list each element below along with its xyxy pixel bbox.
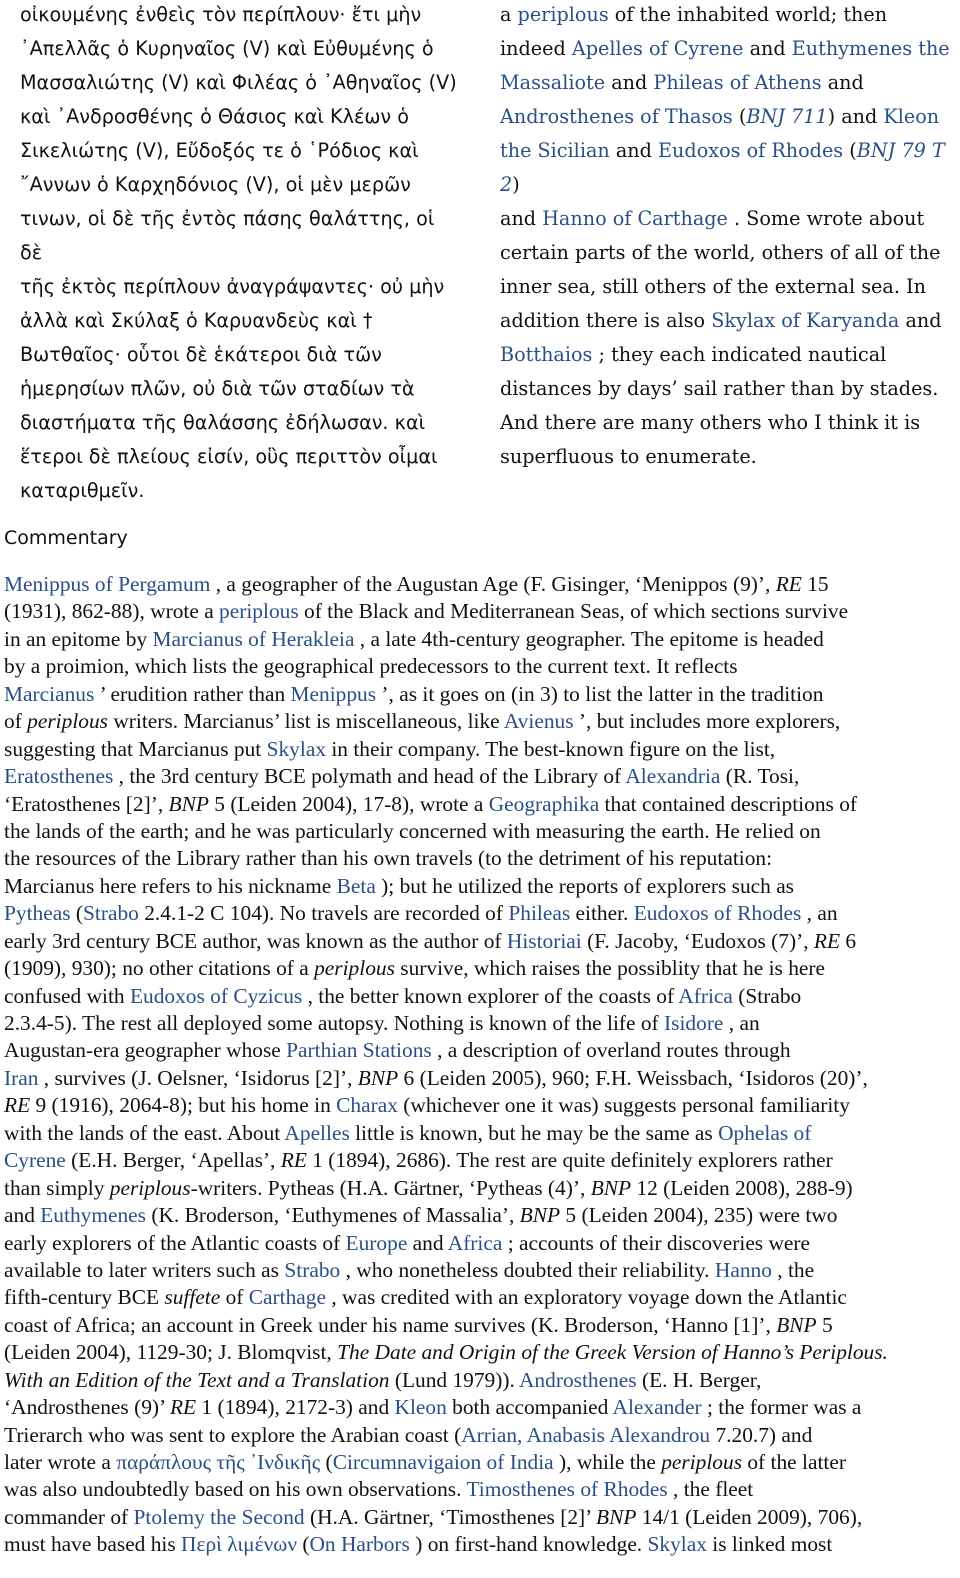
text: ( bbox=[297, 1532, 310, 1557]
link-parthian-stations[interactable]: Parthian Stations bbox=[286, 1038, 432, 1063]
commentary-line bbox=[4, 598, 956, 625]
text: and bbox=[407, 1230, 448, 1255]
italic-text: BNP bbox=[590, 1175, 632, 1200]
text: Marcianus here refers to his nickname bbox=[4, 873, 337, 898]
text: (Lund 1979)). bbox=[389, 1367, 519, 1392]
text: survive, which raises the possiblity that he is here bbox=[394, 956, 826, 981]
text: confused with bbox=[4, 983, 130, 1008]
text: of the inhabited world; then bbox=[608, 3, 888, 26]
text: ); but he utilized the reports of explorers such as bbox=[375, 873, 795, 898]
translation-line: inner sea, still others of the external sea. In bbox=[500, 275, 926, 298]
citation: BNJ 711 bbox=[746, 105, 828, 128]
text: 12 (Leiden 2008), 288-9) bbox=[631, 1175, 853, 1200]
text: ( bbox=[732, 105, 747, 128]
text: , was credited with an exploratory voyage down the Atlantic bbox=[325, 1285, 847, 1310]
text: and bbox=[4, 1203, 41, 1228]
commentary-line bbox=[4, 1422, 956, 1449]
italic-text: RE bbox=[280, 1148, 307, 1173]
translation-line: certain parts of the world, others of all of the bbox=[500, 241, 941, 264]
text: , the better known explorer of the coasts of bbox=[302, 983, 679, 1008]
text: is linked most bbox=[706, 1532, 833, 1557]
text: Augustan-era geographer whose bbox=[4, 1038, 287, 1063]
text: of the latter bbox=[742, 1450, 846, 1474]
commentary-line: by a proimion, which lists the geographical predecessors to the current text. It reflects bbox=[4, 654, 738, 679]
commentary-body bbox=[4, 571, 956, 1559]
text: suggesting that Marcianus put bbox=[4, 736, 267, 761]
link-apelles-of-cyrene[interactable]: Apelles of Cyrene bbox=[571, 37, 744, 60]
commentary-line bbox=[4, 1175, 956, 1202]
commentary-line bbox=[4, 1531, 956, 1558]
italic-text: RE bbox=[813, 928, 841, 953]
greek-line: καὶ ᾿Ανδροσθένης ὁ Θάσιος καὶ Κλέων ὁ bbox=[20, 105, 409, 128]
link-kleon[interactable]: Kleon bbox=[883, 105, 940, 128]
link-marcianus[interactable]: Marcianus bbox=[4, 681, 95, 706]
translation-line: And there are many others who I think it is bbox=[500, 411, 921, 434]
commentary-line bbox=[4, 1147, 956, 1174]
link-skylax-of-karyanda[interactable]: Skylax of Karyanda bbox=[711, 309, 900, 332]
link-ptolemy-the-second[interactable]: Ptolemy the Second bbox=[133, 1504, 305, 1529]
translation-line bbox=[500, 338, 955, 372]
link-periplous[interactable]: periplous bbox=[517, 3, 609, 26]
link-beta[interactable]: Beta bbox=[336, 873, 376, 898]
text: , the fleet bbox=[667, 1477, 754, 1502]
text: early 3rd century BCE author, was known as the author of bbox=[4, 928, 507, 953]
commentary-line bbox=[4, 1065, 956, 1092]
italic-text: suffete bbox=[164, 1285, 221, 1310]
commentary-line bbox=[4, 736, 956, 763]
text: available to later writers such as bbox=[4, 1257, 285, 1282]
link-menippus[interactable]: Menippus bbox=[290, 681, 377, 706]
commentary-line bbox=[4, 1284, 956, 1311]
text: of the Black and Mediterranean Seas, of which sections survive bbox=[298, 599, 849, 624]
text: (H.A. Gärtner, ‘Timosthenes [2]’ bbox=[304, 1504, 597, 1529]
link-ophelas-of-cyrene[interactable]: Ophelas of bbox=[718, 1120, 812, 1145]
text: commander of bbox=[4, 1504, 134, 1529]
text: ) bbox=[512, 173, 520, 196]
text: ; they each indicated nautical bbox=[592, 343, 887, 366]
link-euthymenes[interactable]: Euthymenes the bbox=[791, 37, 950, 60]
english-translation bbox=[500, 0, 955, 474]
greek-line: ᾿Απελλᾶς ὁ Κυρηναῖος (V) καὶ Εὐθυμένης ὁ bbox=[20, 37, 434, 60]
link-iran[interactable]: Iran bbox=[4, 1065, 39, 1090]
text: and bbox=[821, 71, 864, 94]
text: ( bbox=[70, 901, 84, 926]
text: was also undoubtedly based on his own observations. bbox=[4, 1477, 467, 1502]
text: , survives (J. Oelsner, ‘Isidorus [2]’, bbox=[38, 1065, 358, 1090]
italic-text: BNP bbox=[357, 1065, 399, 1090]
translation-line bbox=[500, 0, 955, 32]
commentary-line bbox=[4, 873, 956, 900]
link-isidore[interactable]: Isidore bbox=[664, 1011, 724, 1035]
greek-text bbox=[20, 0, 460, 508]
link-africa[interactable]: Africa bbox=[678, 983, 733, 1008]
link-alexandria[interactable]: Alexandria bbox=[625, 764, 721, 789]
text: ( bbox=[843, 139, 857, 162]
link-circumnavigation-of-india[interactable]: Circumnavigaion of India bbox=[332, 1450, 554, 1474]
link-menippus-of-pergamum[interactable]: Menippus of Pergamum bbox=[4, 572, 211, 596]
text: and bbox=[743, 37, 792, 60]
greek-line: ῎Αννων ὁ Καρχηδόνιος (V), οἱ μὲν μερῶν bbox=[20, 173, 411, 196]
commentary-line: the resources of the Library rather than his own travels (to the detriment of his reputation: bbox=[4, 846, 773, 871]
text: 1 (1894), 2686). The rest are quite definitely explorers rather bbox=[306, 1148, 833, 1173]
text: 7.20.7) and bbox=[710, 1422, 813, 1447]
link-peri-limenon[interactable]: Περὶ λιμένων bbox=[181, 1532, 297, 1557]
link-apelles[interactable]: Apelles bbox=[284, 1120, 350, 1145]
text: in their company. The best-known figure on the list, bbox=[326, 736, 776, 761]
text: ( bbox=[320, 1450, 333, 1474]
commentary-line bbox=[4, 1339, 956, 1366]
text: , an bbox=[723, 1011, 760, 1035]
italic-text: periplous bbox=[109, 1175, 191, 1200]
text: (Leiden 2004), 1129-30; J. Blomqvist, bbox=[4, 1340, 338, 1365]
link-eudoxos-of-rhodes[interactable]: Eudoxos of Rhodes bbox=[658, 139, 844, 162]
text: (1931), 862-88), wrote a bbox=[4, 599, 220, 624]
text: 9 (1916), 2064-8); but his home in bbox=[30, 1093, 337, 1118]
link-periplous[interactable]: periplous bbox=[219, 599, 299, 624]
italic-text: BNP bbox=[519, 1203, 561, 1228]
translation-line bbox=[500, 32, 955, 66]
text: must have based his bbox=[4, 1532, 182, 1557]
text: Trierarch who was sent to explore the Arabian coast ( bbox=[4, 1422, 462, 1447]
text: and bbox=[500, 207, 543, 230]
commentary-line bbox=[4, 1367, 956, 1394]
link-euthymenes[interactable]: Euthymenes bbox=[40, 1203, 146, 1228]
italic-text: RE bbox=[169, 1395, 197, 1420]
link-historiai[interactable]: Historiai bbox=[506, 928, 582, 953]
greek-line: οἰκουμένης ἐνθεὶς τὸν περίπλουν· ἔτι μὴν bbox=[20, 3, 422, 26]
link-botthaios[interactable]: Botthaios bbox=[500, 343, 593, 366]
link-europe[interactable]: Europe bbox=[345, 1230, 408, 1255]
text: with the lands of the east. About bbox=[4, 1120, 285, 1145]
link-bnj-711[interactable] bbox=[746, 105, 827, 128]
translation-line bbox=[500, 202, 955, 236]
italic-text: RE bbox=[4, 1093, 31, 1118]
text: ‘Androsthenes (9)’ bbox=[4, 1395, 170, 1420]
greek-line: διαστήματα τῆς θαλάσσης ἐδήλωσαν. καὶ bbox=[20, 411, 426, 434]
text: ’, but includes more explorers, bbox=[573, 709, 841, 734]
link-strabo[interactable]: Strabo bbox=[83, 901, 139, 926]
greek-line: καταριθμεῖν. bbox=[20, 479, 145, 502]
link-cyrene[interactable]: Cyrene bbox=[4, 1148, 66, 1173]
translation-line: distances by days’ sail rather than by stades. bbox=[500, 377, 939, 400]
text: 2.3.4-5). The rest all deployed some autopsy. Nothing is known of the life of bbox=[4, 1011, 665, 1035]
commentary-line bbox=[4, 626, 956, 653]
translation-line: superfluous to enumerate. bbox=[500, 445, 757, 468]
link-paraplous-indikes[interactable]: παράπλους τῆς ᾿Ινδικῆς bbox=[116, 1450, 321, 1474]
greek-line: Βωτθαῖος· οὗτοι δὲ ἑκάτεροι διὰ τῶν bbox=[20, 343, 382, 366]
commentary-line bbox=[4, 791, 956, 818]
text: ; the former was a bbox=[701, 1395, 862, 1420]
text: (K. Broderson, ‘Euthymenes of Massalia’, bbox=[145, 1203, 520, 1228]
commentary-line bbox=[4, 1010, 956, 1037]
text: 15 bbox=[801, 572, 829, 596]
text: little is known, but he may be the same as bbox=[349, 1120, 719, 1145]
link-on-harbors[interactable]: On Harbors bbox=[309, 1532, 410, 1557]
text: ) and bbox=[827, 105, 884, 128]
link-charax[interactable]: Charax bbox=[336, 1093, 398, 1118]
commentary-line bbox=[4, 1037, 956, 1064]
text: , who nonetheless doubted their reliability. bbox=[340, 1257, 715, 1282]
commentary-line bbox=[4, 1092, 956, 1119]
link-androsthenes-of-thasos[interactable]: Androsthenes of Thasos bbox=[500, 105, 733, 128]
commentary-line bbox=[4, 1394, 956, 1421]
commentary-line bbox=[4, 955, 956, 982]
italic-text: periplous bbox=[661, 1450, 743, 1474]
commentary-line bbox=[4, 763, 956, 790]
commentary-line bbox=[4, 1476, 956, 1503]
citation: BNJ 79 T 2 bbox=[500, 139, 945, 196]
commentary-line bbox=[4, 1230, 956, 1257]
text: than simply bbox=[4, 1175, 110, 1200]
text: -writers. Pytheas (H.A. Gärtner, ‘Pytheas (4)’, bbox=[190, 1175, 591, 1200]
commentary-heading: Commentary bbox=[4, 527, 128, 549]
text: (E.H. Berger, ‘Apellas’, bbox=[65, 1148, 281, 1173]
link-phileas[interactable]: Phileas bbox=[508, 901, 571, 926]
text-columns bbox=[0, 0, 960, 502]
italic-text: With an Edition of the Text and a Translation bbox=[4, 1367, 390, 1392]
italic-text: RE bbox=[775, 572, 802, 596]
text: of bbox=[4, 709, 28, 734]
link-africa[interactable]: Africa bbox=[447, 1230, 503, 1255]
link-androsthenes[interactable]: Androsthenes bbox=[518, 1367, 637, 1392]
text: 5 bbox=[816, 1312, 833, 1337]
link-massaliote[interactable]: Massaliote bbox=[500, 71, 606, 94]
link-carthage[interactable]: Carthage bbox=[248, 1285, 326, 1310]
text: , the bbox=[771, 1257, 815, 1282]
text: fifth-century BCE bbox=[4, 1285, 165, 1310]
text: 5 (Leiden 2004), 17-8), wrote a bbox=[208, 791, 489, 816]
commentary-line bbox=[4, 1449, 956, 1476]
commentary-line bbox=[4, 928, 956, 955]
text: 2.4.1-2 C 104). No travels are recorded of bbox=[138, 901, 509, 926]
link-timosthenes-of-rhodes[interactable]: Timosthenes of Rhodes bbox=[466, 1477, 668, 1502]
link-avienus[interactable]: Avienus bbox=[503, 709, 574, 734]
text: in an epitome by bbox=[4, 626, 153, 651]
text: of bbox=[220, 1285, 249, 1310]
link-arrian-anabasis[interactable]: Arrian, Anabasis Alexandrou bbox=[461, 1422, 711, 1447]
greek-line: Σικελιώτης (V), Εὔδοξός τε ὁ ῾Ρόδιος καὶ bbox=[20, 139, 419, 162]
link-hanno-of-carthage[interactable]: Hanno of Carthage bbox=[542, 207, 728, 230]
italic-text: periplous bbox=[314, 956, 395, 981]
text: and bbox=[605, 71, 654, 94]
text: 14/1 (Leiden 2009), 706), bbox=[636, 1504, 863, 1529]
link-hanno[interactable]: Hanno bbox=[714, 1257, 772, 1282]
commentary-line bbox=[4, 900, 956, 927]
text: (E. H. Berger, bbox=[636, 1367, 762, 1392]
link-the-sicilian[interactable]: the Sicilian bbox=[500, 139, 610, 162]
greek-line: ἀλλὰ καὶ Σκύλαξ ὁ Καρυανδεὺς καὶ † bbox=[20, 309, 373, 332]
commentary-line bbox=[4, 571, 956, 598]
text: and bbox=[609, 139, 659, 162]
text: (F. Jacoby, ‘Eudoxos (7)’, bbox=[581, 928, 814, 953]
greek-line: ἕτεροι δὲ πλείους εἰσίν, οὓς περιττὸν οἶμαι bbox=[20, 445, 438, 468]
link-alexander[interactable]: Alexander bbox=[612, 1395, 702, 1420]
commentary-line bbox=[4, 708, 956, 735]
commentary-line bbox=[4, 1504, 956, 1531]
text: (whichever one it was) suggests personal familiarity bbox=[397, 1093, 850, 1118]
link-kleon[interactable]: Kleon bbox=[394, 1395, 447, 1420]
text: (Strabo bbox=[732, 983, 802, 1008]
italic-text: periplous bbox=[27, 709, 108, 734]
translation-line bbox=[500, 134, 955, 202]
italic-text: BNP bbox=[776, 1312, 817, 1337]
commentary-line bbox=[4, 1120, 956, 1147]
link-skylax[interactable]: Skylax bbox=[266, 736, 327, 761]
text: ), while the bbox=[553, 1450, 662, 1474]
italic-text: BNP bbox=[168, 791, 209, 816]
commentary-line: the lands of the earth; and he was particularly concerned with measuring the earth. He relied on bbox=[4, 818, 821, 843]
text: that contained descriptions of bbox=[599, 791, 858, 816]
commentary-line bbox=[4, 681, 956, 708]
greek-line: τινων, οἱ δὲ τῆς ἐντὸς πάσης θαλάττης, οἱ δὲ bbox=[20, 207, 435, 264]
text: ’, as it goes on (in 3) to list the latter in the tradition bbox=[376, 681, 824, 706]
text: . Some wrote about bbox=[727, 207, 925, 230]
translation-line bbox=[500, 100, 955, 134]
greek-line: ἡμερησίων πλῶν, οὐ διὰ τῶν σταδίων τὰ bbox=[20, 377, 415, 400]
greek-line: Μασσαλιώτης (V) καὶ Φιλέας ὁ ᾿Αθηναῖος (V) bbox=[20, 71, 457, 94]
text: coast of Africa; an account in Greek under his name survives (K. Broderson, ‘Hanno [1]’, bbox=[4, 1312, 777, 1337]
text: (1909), 930); no other citations of a bbox=[4, 956, 315, 981]
text: either. bbox=[570, 901, 634, 926]
text: addition there is also bbox=[500, 309, 712, 332]
link-marcianus-of-herakleia[interactable]: Marcianus of Herakleia bbox=[152, 626, 355, 651]
link-geographika[interactable]: Geographika bbox=[488, 791, 600, 816]
link-phileas-of-athens[interactable]: Phileas of Athens bbox=[653, 71, 822, 94]
text: ’ erudition rather than bbox=[94, 681, 291, 706]
link-eudoxos-of-cyzicus[interactable]: Eudoxos of Cyzicus bbox=[129, 983, 303, 1008]
commentary-line bbox=[4, 1312, 956, 1339]
text: , a late 4th-century geographer. The epitome is headed bbox=[354, 626, 824, 651]
greek-line: τῆς ἐκτὸς περίπλουν ἀναγράψαντες· οὐ μὴν bbox=[20, 275, 445, 298]
commentary-line bbox=[4, 983, 956, 1010]
italic-text: The Date and Origin of the Greek Version of Hanno’s Periplous. bbox=[337, 1340, 888, 1365]
link-pytheas[interactable]: Pytheas bbox=[4, 901, 71, 926]
text: ) on first-hand knowledge. bbox=[409, 1532, 648, 1557]
text: early explorers of the Atlantic coasts of bbox=[4, 1230, 346, 1255]
text: a bbox=[500, 3, 518, 26]
text: 1 (1894), 2172-3) and bbox=[196, 1395, 395, 1420]
link-strabo[interactable]: Strabo bbox=[284, 1257, 341, 1282]
text: , the 3rd century BCE polymath and head of the Library of bbox=[113, 764, 626, 789]
text: indeed bbox=[500, 37, 572, 60]
commentary-line bbox=[4, 1202, 956, 1229]
translation-line bbox=[500, 66, 955, 100]
translation-line bbox=[500, 304, 955, 338]
text: 5 (Leiden 2004), 235) were two bbox=[560, 1203, 838, 1228]
text: , a description of overland routes through bbox=[431, 1038, 791, 1063]
text: writers. Marcianus’ list is miscellaneous, like bbox=[107, 709, 504, 734]
text: later wrote a bbox=[4, 1450, 117, 1474]
text: and bbox=[899, 309, 942, 332]
text: both accompanied bbox=[446, 1395, 613, 1420]
text: ‘Eratosthenes [2]’, bbox=[4, 791, 169, 816]
link-skylax[interactable]: Skylax bbox=[647, 1532, 707, 1557]
link-eratosthenes[interactable]: Eratosthenes bbox=[4, 764, 114, 789]
text: 6 (Leiden 2005), 960; F.H. Weissbach, ‘Isidoros (20)’, bbox=[398, 1065, 868, 1090]
text: , an bbox=[801, 901, 838, 926]
italic-text: BNP bbox=[596, 1504, 637, 1529]
commentary-line bbox=[4, 1257, 956, 1284]
text: ; accounts of their discoveries were bbox=[502, 1230, 811, 1255]
text: 6 bbox=[840, 928, 857, 953]
text: , a geographer of the Augustan Age (F. Gisinger, ‘Menippos (9)’, bbox=[210, 572, 776, 596]
text: (R. Tosi, bbox=[720, 764, 800, 789]
link-eudoxos-of-rhodes[interactable]: Eudoxos of Rhodes bbox=[633, 901, 802, 926]
